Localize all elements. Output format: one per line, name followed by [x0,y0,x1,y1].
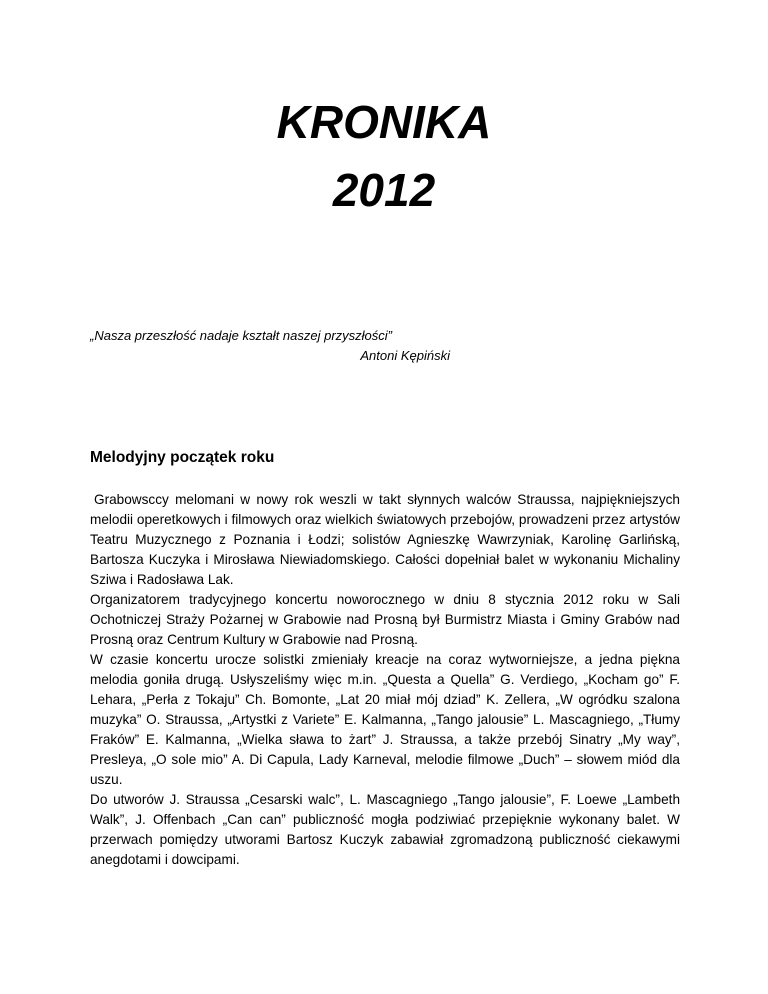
paragraph: Grabowsccy melomani w nowy rok weszli w takt słynnych walców Straussa, najpiękniejszych melodii operetkowych i filmowych oraz wielkich światowych przebojów, prowadzeni przez artystów Teatru Muzycznego z Poznania i Łodzi; solistów Agnieszkę Wawrzyniak, Karolinę Garlińską, Bartosza Kuczyka i Mirosława Niewiadomskiego. Całości dopełniał balet w wykonaniu Michaliny Sziwa i Radosława Lak. [90,492,680,587]
quote-author: Antoni Kępiński [360,348,450,363]
quote-text: „Nasza przeszłość nadaje kształt naszej przyszłości” [90,328,392,343]
paragraph: Do utworów J. Straussa „Cesarski walc”, L. Mascagniego „Tango jalousie”, F. Loewe „Lambeth Walk”, J. Offenbach „Can can” publiczność mogła podziwiać przepięknie wykonany balet. W przerwach pomiędzy utworami Bartosz Kuczyk zabawiał zgromadzoną publiczność ciekawymi anegdotami i dowcipami. [90,792,680,867]
title-line-year: 2012 [332,164,436,216]
epigraph-quote [90,326,450,366]
paragraph: Organizatorem tradycyjnego koncertu noworocznego w dniu 8 stycznia 2012 roku w Sali Ochotniczej Straży Pożarnej w Grabowie nad Prosną był Burmistrz Miasta i Gminy Grabów nad Prosną oraz Centrum Kultury w Grabowie nad Prosną. [90,592,680,647]
document-title [0,88,768,224]
paragraph: W czasie koncertu urocze solistki zmieniały kreacje na coraz wytworniejsze, a jedna piękna melodia goniła drugą. Usłyszeliśmy więc m.in. „Questa a Quella” G. Verdiego, „Kocham go” F. Lehara, „Perła z Tokaju” Ch. Bomonte, „Lat 20 miał mój dziad” K. Zellera, „W ogródku szalona muzyka” O. Straussa, „Artystki z Variete” E. Kalmanna, „Tango jalousie” L. Mascagniego, „Tłumy Fraków” E. Kalmanna, „Wielka sława to żart” J. Straussa, a także przebój Sinatry „My way”, Presleya, „O sole mio” A. Di Capula, Lady Karneval, melodie filmowe „Duch” – słowem miód dla uszu. [90,652,680,787]
section-heading: Melodyjny początek roku [90,449,275,466]
title-line-kronika: KRONIKA [276,96,492,148]
section-body [90,490,680,870]
